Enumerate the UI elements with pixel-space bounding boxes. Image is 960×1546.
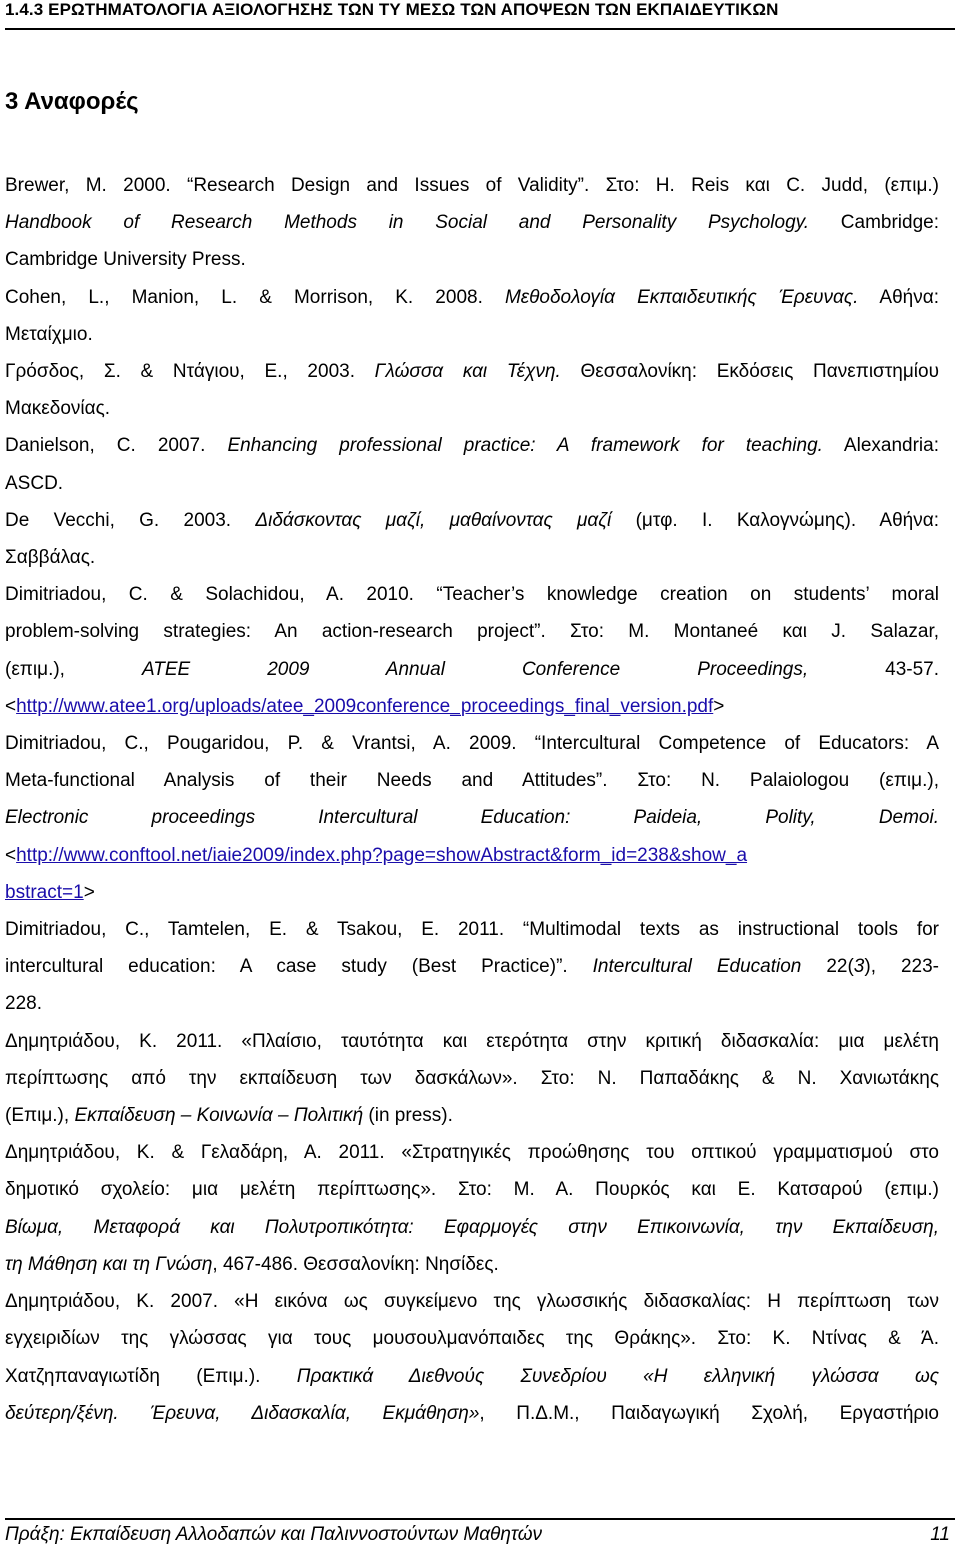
ref-text: , Π.Δ.Μ., Παιδαγωγική Σχολή, Εργαστήριο bbox=[479, 1402, 939, 1424]
ref-line: Dimitriadou, C. & Solachidou, A. 2010. “Teacher’s knowledge creation on students’ moral bbox=[5, 584, 939, 606]
ref-text: , 467-486. Θεσσαλονίκη: Νησίδες. bbox=[212, 1253, 499, 1275]
ref-line: Dimitriadou, C., Tamtelen, E. & Tsakou, E. 2011. “Multimodal texts as instructional tools for bbox=[5, 919, 939, 941]
ref-text: < bbox=[5, 844, 17, 866]
ref-text: Αθήνα: bbox=[858, 286, 939, 308]
section-title: 3 Αναφορές bbox=[5, 88, 139, 115]
ref-line: Brewer, M. 2000. “Research Design and Issues of Validity”. Στο: H. Reis και C. Judd, (επιμ.) bbox=[5, 175, 939, 196]
ref-text: Alexandria: bbox=[822, 435, 939, 457]
ref-line bbox=[5, 279, 939, 316]
ref-book-title: Μεθοδολογία Εκπαιδευτικής Έρευνας. bbox=[504, 286, 859, 308]
ref-line: Dimitriadou, C., Pougaridou, P. & Vrantsi, A. 2009. “Intercultural Competence of Educators: A bbox=[5, 733, 939, 755]
ref-line: ASCD. bbox=[5, 472, 64, 494]
ref-text: Cohen, L., Manion, L. & Morrison, K. 2008. bbox=[5, 286, 505, 308]
reference-item bbox=[5, 279, 939, 353]
ref-line: Meta-functional Analysis of their Needs and Attitudes”. Στο: N. Palaiologou (επιμ.), bbox=[5, 770, 939, 792]
ref-line bbox=[5, 688, 939, 725]
ref-book-title: Πρακτικά Διεθνούς Συνεδρίου «Η ελληνική γλώσσα ως bbox=[296, 1365, 939, 1387]
ref-line: εγχειριδίων της γλώσσας για τους μουσουλμανόπαιδες της Θράκης». Στο: Κ. Ντίνας & Ά. bbox=[5, 1328, 939, 1350]
ref-text: Γρόσδος, Σ. & Ντάγιου, Ε., 2003. bbox=[5, 361, 375, 383]
ref-url-link[interactable]: bstract=1 bbox=[5, 881, 84, 903]
ref-line: Μακεδονίας. bbox=[5, 398, 111, 420]
ref-text: Cambridge: bbox=[809, 212, 939, 234]
ref-book-title: δεύτερη/ξένη. Έρευνα, Διδασκαλία, Εκμάθηση» bbox=[5, 1402, 480, 1424]
ref-line bbox=[5, 1097, 939, 1134]
ref-book-title: Διδάσκοντας μαζί, μαθαίνοντας μαζί bbox=[255, 509, 612, 531]
ref-line: Σαββάλας. bbox=[5, 547, 96, 569]
ref-text: 43-57. bbox=[808, 658, 939, 680]
ref-book-title: τη Μάθηση και τη Γνώση bbox=[5, 1253, 213, 1275]
ref-line bbox=[5, 837, 939, 874]
ref-line bbox=[5, 948, 939, 985]
ref-text: (επιμ.), bbox=[5, 658, 142, 680]
ref-text: intercultural education: A case study (Best Practice)”. bbox=[5, 956, 593, 978]
ref-text: Danielson, C. 2007. bbox=[5, 435, 228, 457]
ref-text: Χατζηπαναγιωτίδη (Επιμ.). bbox=[5, 1365, 297, 1387]
ref-url-link[interactable]: http://www.conftool.net/iaie2009/index.php?page=showAbstract&form_id=238&show_a bbox=[16, 844, 748, 866]
reference-item bbox=[5, 725, 939, 911]
reference-item bbox=[5, 1134, 939, 1283]
ref-issue: 3 bbox=[853, 956, 865, 978]
page-footer bbox=[5, 1518, 955, 1545]
ref-book-title: Γλώσσα και Τέχνη. bbox=[374, 361, 561, 383]
reference-item bbox=[5, 1023, 939, 1135]
ref-line: Electronic proceedings Intercultural Education: Paideia, Polity, Demoi. bbox=[5, 807, 939, 829]
ref-line: δημοτικό σχολείο: μια μελέτη περίπτωσης». Στο: Μ. Α. Πουρκός και Ε. Κατσαρού (επιμ.) bbox=[5, 1179, 939, 1201]
ref-line bbox=[5, 1395, 939, 1432]
ref-text: De Vecchi, G. 2003. bbox=[5, 509, 256, 531]
ref-book-title: Handbook of Research Methods in Social and Personality Psychology. bbox=[5, 212, 810, 234]
ref-text: > bbox=[83, 881, 95, 903]
ref-line bbox=[5, 1246, 939, 1283]
ref-text: Θεσσαλονίκη: Εκδόσεις Πανεπιστημίου bbox=[560, 361, 939, 383]
ref-journal: Intercultural Education bbox=[592, 956, 802, 978]
ref-line: problem-solving strategies: An action-research project”. Στο: M. Montaneé και J. Salazar, bbox=[5, 621, 939, 643]
ref-line: Μεταίχμιο. bbox=[5, 323, 93, 345]
page-number: 11 bbox=[930, 1524, 950, 1545]
ref-line bbox=[5, 204, 939, 241]
ref-url-link[interactable]: http://www.atee1.org/uploads/atee_2009conference_proceedings_final_version.pdf bbox=[16, 695, 714, 717]
ref-text: (in press). bbox=[363, 1105, 453, 1127]
ref-text: ), 223- bbox=[864, 956, 939, 978]
ref-book-title: Εκπαίδευση – Κοινωνία – Πολιτική bbox=[74, 1105, 364, 1127]
ref-line: Cambridge University Press. bbox=[5, 249, 246, 271]
ref-line: Δημητριάδου, Κ. 2007. «Η εικόνα ως συγκείμενο της γλωσσικής διδασκαλίας: Η περίπτωση των bbox=[5, 1291, 939, 1313]
ref-line bbox=[5, 874, 939, 911]
reference-item bbox=[5, 576, 939, 725]
ref-book-title: ATEE 2009 Annual Conference Proceedings, bbox=[141, 658, 809, 680]
ref-line: Δημητριάδου, Κ. 2011. «Πλαίσιο, ταυτότητα και ετερότητα στην κριτική διδασκαλία: μια μελέτη bbox=[5, 1030, 939, 1052]
ref-line: Δημητριάδου, Κ. & Γελαδάρη, Α. 2011. «Στρατηγικές προώθησης του οπτικού γραμματισμού στο bbox=[5, 1142, 939, 1164]
ref-text: > bbox=[713, 695, 725, 717]
ref-line bbox=[5, 427, 939, 464]
header-title: 1.4.3 ΕΡΩΤΗΜΑΤΟΛΟΓΙΑ ΑΞΙΟΛΟΓΗΣΗΣ ΤΩΝ ΤΥ ΜΕΣΩ ΤΩΝ ΑΠΟΨΕΩΝ ΤΩΝ ΕΚΠΑΙΔΕΥΤΙΚΩΝ bbox=[5, 0, 779, 19]
ref-text: 22( bbox=[801, 956, 854, 978]
reference-item bbox=[5, 167, 939, 279]
ref-line bbox=[5, 353, 939, 390]
reference-item bbox=[5, 502, 939, 576]
reference-list bbox=[5, 167, 939, 1432]
ref-text: (Επιμ.), bbox=[5, 1105, 75, 1127]
ref-line bbox=[5, 1358, 939, 1395]
ref-line: Βίωμα, Μεταφορά και Πολυτροπικότητα: Εφαρμογές στην Επικοινωνία, την Εκπαίδευση, bbox=[5, 1216, 939, 1238]
reference-item bbox=[5, 911, 939, 1023]
reference-item bbox=[5, 1283, 939, 1432]
footer-text: Πράξη: Εκπαίδευση Αλλοδαπών και Παλιννοστούντων Μαθητών bbox=[5, 1524, 543, 1545]
page-header bbox=[5, 0, 955, 30]
ref-line: 228. bbox=[5, 993, 42, 1015]
ref-book-title: Enhancing professional practice: A framework for teaching. bbox=[227, 435, 823, 457]
reference-item bbox=[5, 353, 939, 427]
ref-text: (μτφ. Ι. Καλογνώμης). Αθήνα: bbox=[611, 509, 939, 531]
reference-item bbox=[5, 427, 939, 501]
ref-line: περίπτωσης από την εκπαίδευση των δασκάλων». Στο: Ν. Παπαδάκης & Ν. Χανιωτάκης bbox=[5, 1067, 939, 1089]
ref-line bbox=[5, 651, 939, 688]
ref-line bbox=[5, 502, 939, 539]
ref-text: < bbox=[5, 695, 17, 717]
